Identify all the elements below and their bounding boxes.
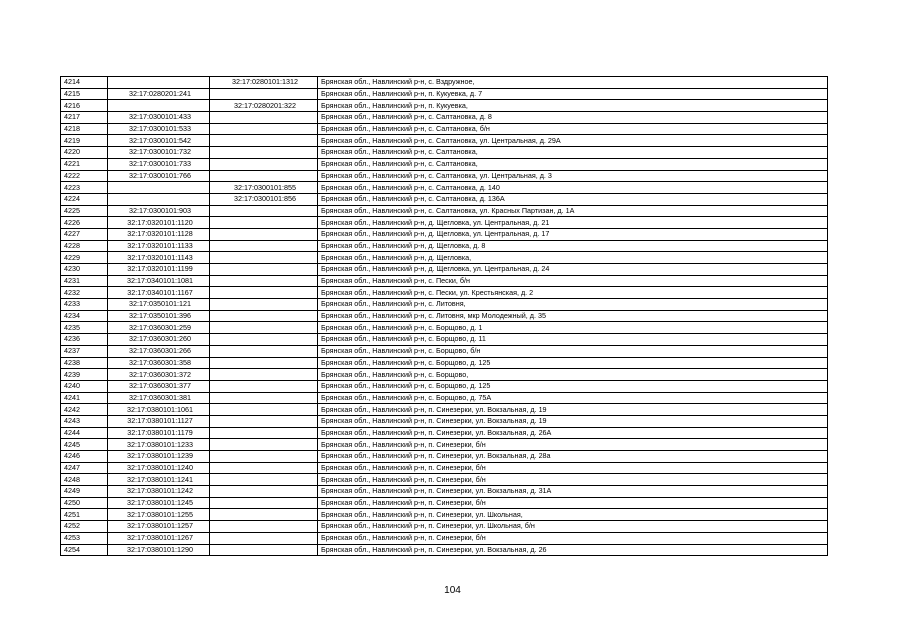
cadastral-number-alt-cell [210,544,318,556]
row-number-cell: 4240 [61,380,108,392]
address-cell: Брянская обл., Навлинский р-н, с. Салтановка, [318,147,828,159]
table-row [61,509,828,521]
cadastral-number-cell: 32:17:0350101:121 [108,299,210,311]
cadastral-number-alt-cell [210,252,318,264]
row-number-cell: 4235 [61,322,108,334]
row-number-cell: 4220 [61,147,108,159]
address-cell: Брянская обл., Навлинский р-н, с. Борщово, [318,369,828,381]
cadastral-number-cell: 32:17:0320101:1120 [108,217,210,229]
cadastral-number-cell: 32:17:0380101:1239 [108,451,210,463]
cadastral-number-alt-cell [210,112,318,124]
address-cell: Брянская обл., Навлинский р-н, с. Литовня, [318,299,828,311]
cadastral-number-alt-cell [210,123,318,135]
address-cell: Брянская обл., Навлинский р-н, п. Кукуевка, [318,100,828,112]
table-row [61,100,828,112]
table-row [61,345,828,357]
cadastral-number-alt-cell [210,497,318,509]
address-cell: Брянская обл., Навлинский р-н, с. Борщово, б/н [318,345,828,357]
row-number-cell: 4254 [61,544,108,556]
cadastral-number-cell: 32:17:0380101:1061 [108,404,210,416]
cadastral-number-cell: 32:17:0360301:266 [108,345,210,357]
cadastral-number-alt-cell [210,275,318,287]
cadastral-number-alt-cell [210,415,318,427]
property-table-body [61,77,828,556]
address-cell: Брянская обл., Навлинский р-н, п. Кукуевка, д. 7 [318,88,828,100]
cadastral-number-cell [108,193,210,205]
cadastral-number-cell: 32:17:0380101:1255 [108,509,210,521]
row-number-cell: 4229 [61,252,108,264]
cadastral-number-cell: 32:17:0340101:1167 [108,287,210,299]
address-cell: Брянская обл., Навлинский р-н, п. Синезерки, б/н [318,474,828,486]
cadastral-number-alt-cell [210,147,318,159]
row-number-cell: 4253 [61,532,108,544]
table-row [61,217,828,229]
cadastral-number-cell: 32:17:0380101:1245 [108,497,210,509]
table-row [61,112,828,124]
row-number-cell: 4225 [61,205,108,217]
table-row [61,135,828,147]
row-number-cell: 4252 [61,521,108,533]
cadastral-number-cell: 32:17:0380101:1233 [108,439,210,451]
cadastral-number-alt-cell [210,264,318,276]
table-row [61,240,828,252]
table-row [61,462,828,474]
cadastral-number-cell: 32:17:0350101:396 [108,310,210,322]
cadastral-number-cell: 32:17:0380101:1241 [108,474,210,486]
table-row [61,158,828,170]
row-number-cell: 4241 [61,392,108,404]
table-row [61,182,828,194]
cadastral-number-cell [108,182,210,194]
address-cell: Брянская обл., Навлинский р-н, с. Пески, б/н [318,275,828,287]
address-cell: Брянская обл., Навлинский р-н, п. Синезерки, ул. Вокзальная, д. 19 [318,404,828,416]
row-number-cell: 4244 [61,427,108,439]
cadastral-number-alt-cell [210,322,318,334]
row-number-cell: 4246 [61,451,108,463]
cadastral-number-alt-cell: 32:17:0300101:856 [210,193,318,205]
table-row [61,299,828,311]
address-cell: Брянская обл., Навлинский р-н, с. Салтановка, ул. Красных Партизан, д. 1А [318,205,828,217]
cadastral-number-cell: 32:17:0360301:381 [108,392,210,404]
table-row [61,287,828,299]
address-cell: Брянская обл., Навлинский р-н, п. Синезерки, ул. Школьная, [318,509,828,521]
table-row [61,369,828,381]
address-cell: Брянская обл., Навлинский р-н, д. Щегловка, ул. Центральная, д. 17 [318,228,828,240]
row-number-cell: 4236 [61,334,108,346]
address-cell: Брянская обл., Навлинский р-н, с. Салтановка, ул. Центральная, д. 3 [318,170,828,182]
table-row [61,427,828,439]
row-number-cell: 4232 [61,287,108,299]
cadastral-number-alt-cell [210,205,318,217]
address-cell: Брянская обл., Навлинский р-н, д. Щегловка, [318,252,828,264]
table-row [61,380,828,392]
row-number-cell: 4219 [61,135,108,147]
cadastral-number-cell: 32:17:0320101:1143 [108,252,210,264]
page-number: 104 [444,585,461,596]
table-row [61,334,828,346]
row-number-cell: 4237 [61,345,108,357]
cadastral-number-cell: 32:17:0300101:733 [108,158,210,170]
address-cell: Брянская обл., Навлинский р-н, п. Синезерки, б/н [318,462,828,474]
address-cell: Брянская обл., Навлинский р-н, с. Салтановка, д. 140 [318,182,828,194]
cadastral-number-cell: 32:17:0380101:1240 [108,462,210,474]
table-row [61,544,828,556]
cadastral-number-alt-cell [210,474,318,486]
cadastral-number-cell: 32:17:0300101:903 [108,205,210,217]
row-number-cell: 4231 [61,275,108,287]
cadastral-number-cell: 32:17:0380101:1290 [108,544,210,556]
table-row [61,474,828,486]
address-cell: Брянская обл., Навлинский р-н, с. Борщово, д. 125 [318,357,828,369]
row-number-cell: 4224 [61,193,108,205]
cadastral-number-alt-cell [210,380,318,392]
property-table [60,76,828,556]
address-cell: Брянская обл., Навлинский р-н, п. Синезерки, ул. Вокзальная, д. 28а [318,451,828,463]
row-number-cell: 4215 [61,88,108,100]
address-cell: Брянская обл., Навлинский р-н, п. Синезерки, ул. Вокзальная, д. 31А [318,486,828,498]
row-number-cell: 4214 [61,77,108,89]
row-number-cell: 4227 [61,228,108,240]
cadastral-number-cell: 32:17:0300101:766 [108,170,210,182]
table-row [61,264,828,276]
address-cell: Брянская обл., Навлинский р-н, с. Салтановка, ул. Центральная, д. 29А [318,135,828,147]
table-row [61,392,828,404]
cadastral-number-cell: 32:17:0360301:358 [108,357,210,369]
address-cell: Брянская обл., Навлинский р-н, п. Синезерки, ул. Вокзальная, д. 26А [318,427,828,439]
row-number-cell: 4247 [61,462,108,474]
cadastral-number-cell: 32:17:0300101:533 [108,123,210,135]
cadastral-number-cell: 32:17:0360301:377 [108,380,210,392]
row-number-cell: 4230 [61,264,108,276]
row-number-cell: 4242 [61,404,108,416]
cadastral-number-cell [108,77,210,89]
cadastral-number-alt-cell [210,158,318,170]
address-cell: Брянская обл., Навлинский р-н, д. Щегловка, ул. Центральная, д. 21 [318,217,828,229]
address-cell: Брянская обл., Навлинский р-н, с. Борщово, д. 125 [318,380,828,392]
cadastral-number-alt-cell [210,521,318,533]
cadastral-number-cell: 32:17:0340101:1081 [108,275,210,287]
table-row [61,147,828,159]
row-number-cell: 4250 [61,497,108,509]
table-row [61,439,828,451]
cadastral-number-cell: 32:17:0300101:732 [108,147,210,159]
row-number-cell: 4249 [61,486,108,498]
cadastral-number-cell: 32:17:0380101:1127 [108,415,210,427]
table-row [61,322,828,334]
address-cell: Брянская обл., Навлинский р-н, с. Салтановка, д. 8 [318,112,828,124]
cadastral-number-alt-cell [210,509,318,521]
cadastral-number-alt-cell [210,357,318,369]
cadastral-number-cell: 32:17:0380101:1242 [108,486,210,498]
row-number-cell: 4218 [61,123,108,135]
cadastral-number-alt-cell [210,369,318,381]
address-cell: Брянская обл., Навлинский р-н, д. Щегловка, ул. Центральная, д. 24 [318,264,828,276]
address-cell: Брянская обл., Навлинский р-н, с. Салтановка, [318,158,828,170]
cadastral-number-alt-cell [210,240,318,252]
cadastral-number-alt-cell [210,486,318,498]
cadastral-number-alt-cell [210,228,318,240]
cadastral-number-alt-cell [210,532,318,544]
cadastral-number-cell: 32:17:0300101:542 [108,135,210,147]
cadastral-number-cell: 32:17:0320101:1128 [108,228,210,240]
row-number-cell: 4251 [61,509,108,521]
row-number-cell: 4239 [61,369,108,381]
cadastral-number-alt-cell [210,392,318,404]
cadastral-number-cell: 32:17:0300101:433 [108,112,210,124]
table-row [61,415,828,427]
row-number-cell: 4238 [61,357,108,369]
table-row [61,532,828,544]
row-number-cell: 4226 [61,217,108,229]
address-cell: Брянская обл., Навлинский р-н, с. Вздружное, [318,77,828,89]
table-row [61,77,828,89]
cadastral-number-cell: 32:17:0380101:1179 [108,427,210,439]
cadastral-number-alt-cell [210,217,318,229]
address-cell: Брянская обл., Навлинский р-н, с. Литовня, мкр Молодежный, д. 35 [318,310,828,322]
address-cell: Брянская обл., Навлинский р-н, с. Борщово, д. 11 [318,334,828,346]
row-number-cell: 4243 [61,415,108,427]
cadastral-number-alt-cell: 32:17:0300101:855 [210,182,318,194]
address-cell: Брянская обл., Навлинский р-н, п. Синезерки, б/н [318,497,828,509]
cadastral-number-cell: 32:17:0380101:1267 [108,532,210,544]
address-cell: Брянская обл., Навлинский р-н, п. Синезерки, б/н [318,439,828,451]
address-cell: Брянская обл., Навлинский р-н, с. Пески, ул. Крестьянская, д. 2 [318,287,828,299]
address-cell: Брянская обл., Навлинский р-н, с. Салтановка, б/н [318,123,828,135]
cadastral-number-cell: 32:17:0320101:1199 [108,264,210,276]
cadastral-number-alt-cell [210,287,318,299]
cadastral-number-alt-cell [210,462,318,474]
table-row [61,275,828,287]
table-row [61,193,828,205]
table-row [61,252,828,264]
row-number-cell: 4222 [61,170,108,182]
cadastral-number-alt-cell [210,170,318,182]
table-row [61,170,828,182]
cadastral-number-alt-cell [210,310,318,322]
table-row [61,123,828,135]
cadastral-number-cell: 32:17:0380101:1257 [108,521,210,533]
row-number-cell: 4223 [61,182,108,194]
cadastral-number-alt-cell [210,427,318,439]
cadastral-number-alt-cell [210,345,318,357]
address-cell: Брянская обл., Навлинский р-н, д. Щегловка, д. 8 [318,240,828,252]
table-row [61,404,828,416]
cadastral-number-alt-cell [210,135,318,147]
row-number-cell: 4217 [61,112,108,124]
cadastral-number-alt-cell [210,299,318,311]
cadastral-number-alt-cell [210,334,318,346]
cadastral-number-alt-cell: 32:17:0280101:1312 [210,77,318,89]
table-row [61,205,828,217]
cadastral-number-cell: 32:17:0360301:260 [108,334,210,346]
address-cell: Брянская обл., Навлинский р-н, п. Синезерки, б/н [318,532,828,544]
table-row [61,486,828,498]
row-number-cell: 4248 [61,474,108,486]
address-cell: Брянская обл., Навлинский р-н, п. Синезерки, ул. Вокзальная, д. 26 [318,544,828,556]
address-cell: Брянская обл., Навлинский р-н, с. Салтановка, д. 136А [318,193,828,205]
address-cell: Брянская обл., Навлинский р-н, п. Синезерки, ул. Школьная, б/н [318,521,828,533]
cadastral-number-cell [108,100,210,112]
row-number-cell: 4233 [61,299,108,311]
table-row [61,310,828,322]
cadastral-number-alt-cell [210,404,318,416]
cadastral-number-alt-cell [210,439,318,451]
row-number-cell: 4221 [61,158,108,170]
cadastral-number-cell: 32:17:0360301:259 [108,322,210,334]
table-row [61,357,828,369]
address-cell: Брянская обл., Навлинский р-н, п. Синезерки, ул. Вокзальная, д. 19 [318,415,828,427]
cadastral-number-cell: 32:17:0280201:241 [108,88,210,100]
cadastral-number-alt-cell [210,88,318,100]
cadastral-number-cell: 32:17:0320101:1133 [108,240,210,252]
row-number-cell: 4234 [61,310,108,322]
table-row [61,228,828,240]
table-row [61,88,828,100]
row-number-cell: 4228 [61,240,108,252]
table-row [61,521,828,533]
table-row [61,451,828,463]
cadastral-number-cell: 32:17:0360301:372 [108,369,210,381]
row-number-cell: 4216 [61,100,108,112]
cadastral-number-alt-cell: 32:17:0280201:322 [210,100,318,112]
table-row [61,497,828,509]
row-number-cell: 4245 [61,439,108,451]
cadastral-number-alt-cell [210,451,318,463]
address-cell: Брянская обл., Навлинский р-н, с. Борщово, д. 1 [318,322,828,334]
address-cell: Брянская обл., Навлинский р-н, с. Борщово, д. 75А [318,392,828,404]
